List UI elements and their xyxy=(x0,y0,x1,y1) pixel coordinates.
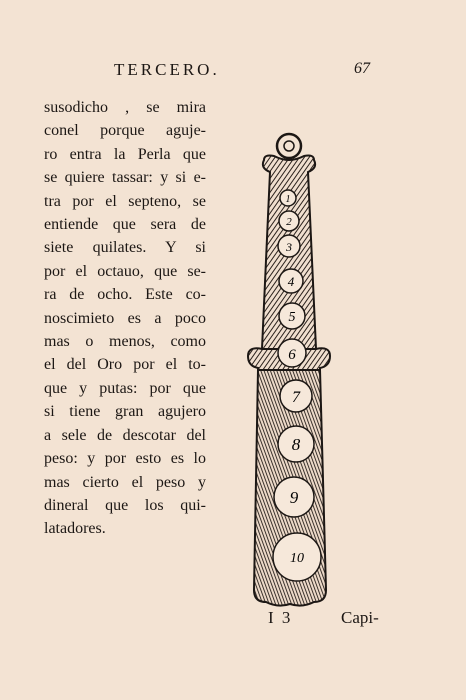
text-line: tra por el septeno, se xyxy=(44,192,206,210)
text-line: susodicho , se mira xyxy=(44,99,206,116)
text-line: el del Oro por el to- xyxy=(44,356,206,374)
gauge-hole xyxy=(278,235,300,257)
body-text xyxy=(44,96,206,541)
hole-label: 8 xyxy=(291,435,301,454)
hole-label: 10 xyxy=(290,551,304,566)
text-line: si tiene gran agujero xyxy=(44,403,206,421)
gauge-hole xyxy=(280,380,312,412)
running-head: TERCERO. xyxy=(114,60,220,79)
text-line: latadores. xyxy=(44,520,106,538)
hole-label: 9 xyxy=(289,488,299,507)
text-line: se quiere tassar: y si e- xyxy=(44,169,206,187)
text-line: siete quilates. Y si xyxy=(44,239,206,257)
catchword: Capi- xyxy=(341,608,379,627)
text-line: que y putas: por que xyxy=(44,379,206,397)
text-line: por el octauo, que se- xyxy=(44,262,206,280)
text-line: dineral que los qui- xyxy=(44,496,206,514)
text-line: noscimieto es a poco xyxy=(44,309,206,327)
gauge-hole xyxy=(278,426,314,462)
text-line: conel porque aguje- xyxy=(44,122,206,140)
hole-label: 3 xyxy=(286,240,292,254)
gauge-hole xyxy=(274,477,314,517)
text-line: a sele de descotar del xyxy=(44,426,206,444)
gauge-hole xyxy=(278,339,306,367)
hole-label: 1 xyxy=(285,194,291,205)
hole-label: 2 xyxy=(286,216,292,228)
text-line: entiende que sera de xyxy=(44,216,206,234)
gauge-hole xyxy=(279,303,305,329)
hole-label: 7 xyxy=(292,389,300,406)
gauge-hole xyxy=(280,190,296,206)
signature-mark: I 3 xyxy=(268,608,293,627)
text-line: mas cierto el peso y xyxy=(44,473,206,491)
gauge-hole xyxy=(279,269,303,293)
text-line: mas o menos, como xyxy=(44,333,206,351)
text-line: ra de ocho. Este co- xyxy=(44,286,206,304)
hole-label: 6 xyxy=(288,347,296,363)
hole-label: 4 xyxy=(287,274,295,289)
page-number: 67 xyxy=(354,60,370,77)
gauge-hole xyxy=(279,211,299,231)
pearl-gauge-illustration xyxy=(244,124,364,614)
gauge-hole xyxy=(273,533,321,581)
text-line: peso: y por esto es lo xyxy=(44,450,206,468)
text-line: ro entra la Perla que xyxy=(44,145,206,163)
hole-label: 5 xyxy=(288,310,296,325)
